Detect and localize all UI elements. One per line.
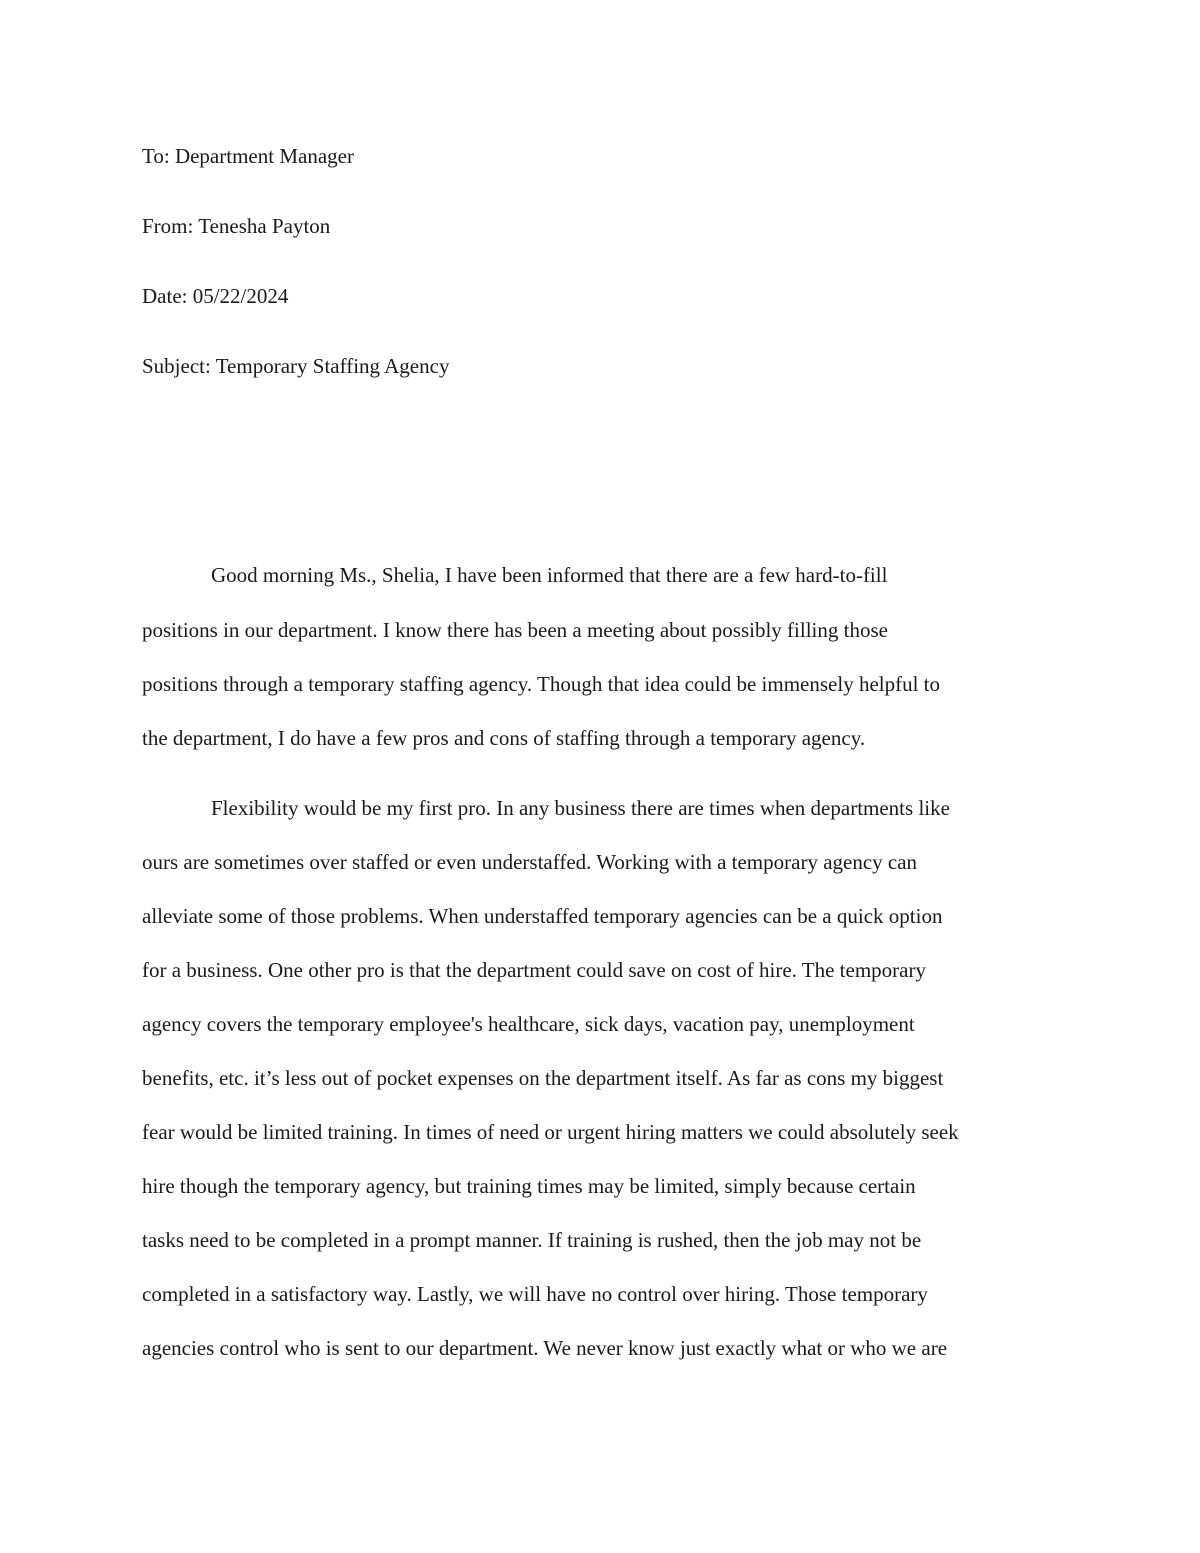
paragraph-2-line: alleviate some of those problems. When understaffed temporary agencies can be a quick option: [142, 904, 943, 928]
paragraph-2-line: fear would be limited training. In times of need or urgent hiring matters we could absolutely seek: [142, 1120, 959, 1144]
paragraph-1-line: positions through a temporary staffing agency. Though that idea could be immensely helpful to: [142, 672, 941, 696]
memo-subject-line: Subject: Temporary Staffing Agency: [142, 354, 450, 378]
paragraph-2-line: Flexibility would be my first pro. In any business there are times when departments like: [211, 796, 950, 820]
paragraph-2-line: ours are sometimes over staffed or even understaffed. Working with a temporary agency can: [142, 850, 918, 874]
paragraph-2-line: completed in a satisfactory way. Lastly, we will have no control over hiring. Those temporary: [142, 1282, 928, 1306]
paragraph-1-line: the department, I do have a few pros and cons of staffing through a temporary agency.: [142, 726, 866, 750]
paragraph-2-line: hire though the temporary agency, but training times may be limited, simply because certain: [142, 1174, 916, 1198]
memo-date-line: Date: 05/22/2024: [142, 284, 289, 308]
memo-from-line: From: Tenesha Payton: [142, 214, 331, 238]
paragraph-2-line: agency covers the temporary employee's healthcare, sick days, vacation pay, unemployment: [142, 1012, 915, 1036]
paragraph-2-line: benefits, etc. it’s less out of pocket expenses on the department itself. As far as cons my biggest: [142, 1066, 944, 1090]
memo-to-line: To: Department Manager: [142, 144, 354, 168]
paragraph-2-line: agencies control who is sent to our department. We never know just exactly what or who we are: [142, 1336, 948, 1360]
paragraph-1-line: Good morning Ms., Shelia, I have been informed that there are a few hard-to-fill: [211, 563, 888, 587]
paragraph-1-line: positions in our department. I know there has been a meeting about possibly filling those: [142, 618, 888, 642]
paragraph-2-line: for a business. One other pro is that the department could save on cost of hire. The temporary: [142, 958, 926, 982]
paragraph-2-line: tasks need to be completed in a prompt manner. If training is rushed, then the job may not be: [142, 1228, 922, 1252]
